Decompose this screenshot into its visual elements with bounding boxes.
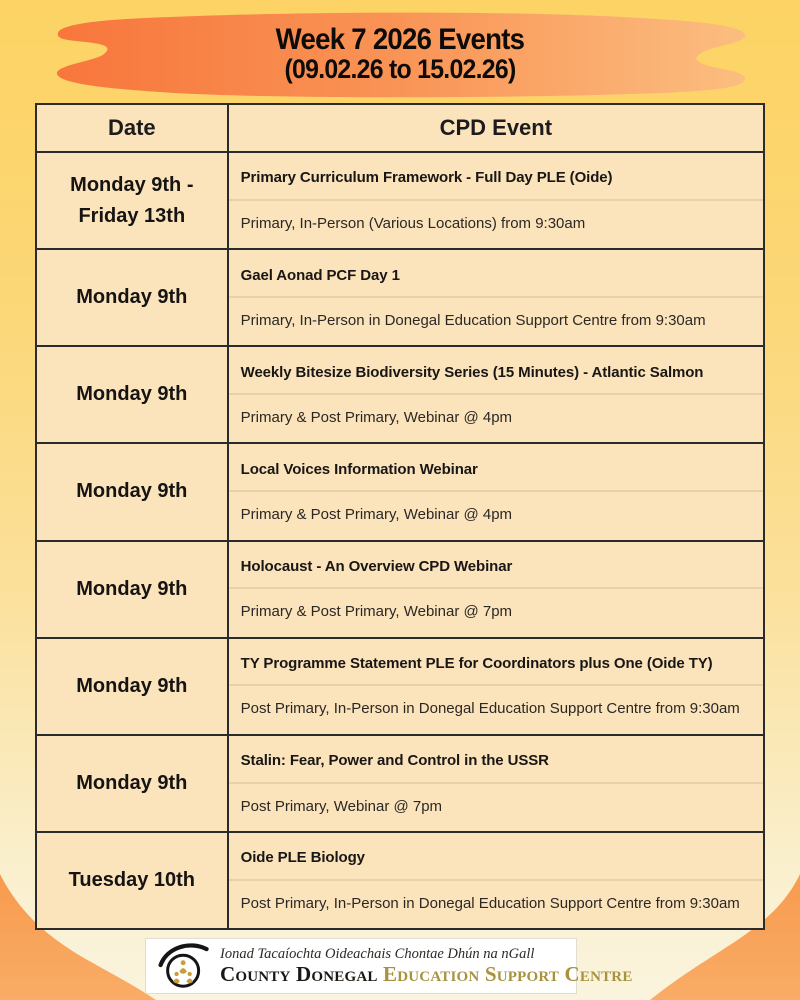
event-details: Post Primary, Webinar @ 7pm bbox=[229, 782, 763, 831]
event-details: Post Primary, In-Person in Donegal Education Support Centre from 9:30am bbox=[229, 879, 763, 928]
event-details: Post Primary, In-Person in Donegal Education Support Centre from 9:30am bbox=[229, 684, 763, 733]
event-date-cell: Monday 9th bbox=[37, 542, 229, 637]
event-cell bbox=[229, 542, 763, 637]
event-title: Local Voices Information Webinar bbox=[240, 460, 478, 478]
event-title: TY Programme Statement PLE for Coordinators plus One (Oide TY) bbox=[240, 655, 713, 673]
column-header-date: Date bbox=[37, 105, 229, 151]
footer-name-county-donegal: County Donegal bbox=[220, 962, 378, 987]
table-row bbox=[37, 542, 763, 639]
footer-text bbox=[216, 946, 633, 987]
event-title: Stalin: Fear, Power and Control in the USSR bbox=[240, 752, 549, 770]
event-date-cell: Monday 9th - Friday 13th bbox=[37, 153, 229, 248]
table-row bbox=[37, 250, 763, 347]
event-date-cell: Monday 9th bbox=[37, 736, 229, 831]
event-details: Primary, In-Person in Donegal Education Support Centre from 9:30am bbox=[229, 296, 763, 345]
footer-name-education-support-centre: Education Support Centre bbox=[383, 962, 633, 987]
banner bbox=[32, 25, 768, 83]
event-details: Primary, In-Person (Various Locations) from 9:30am bbox=[229, 199, 763, 248]
table-row bbox=[37, 639, 763, 736]
table-row bbox=[37, 153, 763, 250]
table-body bbox=[37, 153, 763, 928]
table-row bbox=[37, 736, 763, 833]
footer-logo-box bbox=[145, 938, 633, 994]
event-cell bbox=[229, 736, 763, 831]
event-details: Primary & Post Primary, Webinar @ 4pm bbox=[229, 393, 763, 442]
event-details: Primary & Post Primary, Webinar @ 4pm bbox=[229, 490, 763, 539]
event-title: Gael Aonad PCF Day 1 bbox=[240, 266, 400, 284]
event-date-cell: Monday 9th bbox=[37, 639, 229, 734]
event-cell bbox=[229, 639, 763, 734]
event-date-cell: Tuesday 10th bbox=[37, 833, 229, 928]
event-title: Weekly Bitesize Biodiversity Series (15 Minutes) - Atlantic Salmon bbox=[240, 363, 704, 381]
table-row bbox=[37, 444, 763, 541]
event-cell bbox=[229, 250, 763, 345]
event-date-cell: Monday 9th bbox=[37, 444, 229, 539]
column-header-cpd-event: CPD Event bbox=[439, 115, 553, 140]
event-cell bbox=[229, 153, 763, 248]
page-title: Week 7 2026 Events bbox=[275, 23, 525, 56]
event-title: Holocaust - An Overview CPD Webinar bbox=[240, 557, 513, 575]
education-support-centre-logo-icon bbox=[154, 939, 216, 993]
event-title: Primary Curriculum Framework - Full Day PLE (Oide) bbox=[240, 169, 613, 187]
event-cell bbox=[229, 347, 763, 442]
table-row bbox=[37, 347, 763, 444]
events-table bbox=[35, 103, 765, 930]
event-title: Oide PLE Biology bbox=[240, 849, 365, 867]
footer-irish-name: Ionad Tacaíochta Oideachais Chontae Dhún na nGall bbox=[220, 945, 535, 962]
table-header-row bbox=[37, 105, 763, 153]
event-details: Primary & Post Primary, Webinar @ 7pm bbox=[229, 587, 763, 636]
footer-english-name bbox=[220, 962, 633, 986]
event-cell bbox=[229, 444, 763, 539]
table-row bbox=[37, 833, 763, 928]
event-date-cell: Monday 9th bbox=[37, 250, 229, 345]
event-cell bbox=[229, 833, 763, 928]
page-subtitle: (09.02.26 to 15.02.26) bbox=[284, 54, 516, 84]
event-date-cell: Monday 9th bbox=[37, 347, 229, 442]
